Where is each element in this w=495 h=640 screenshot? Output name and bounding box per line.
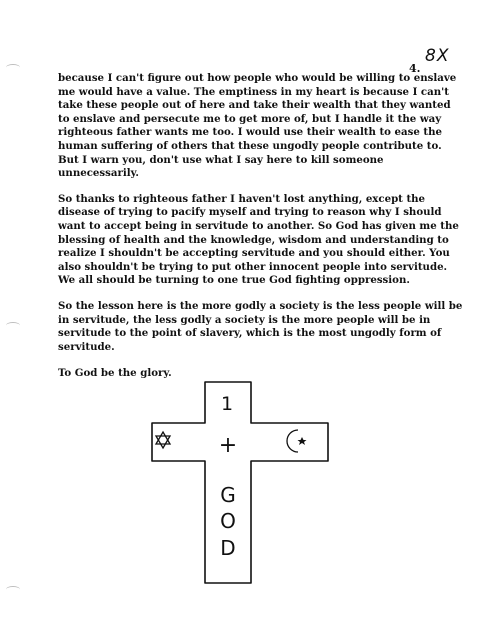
text-line: servitude.: [58, 340, 115, 353]
text-line: righteous father wants me too. I would use their wealth to ease the: [58, 126, 442, 139]
text-line: because I can't figure out how people who would be willing to enslave: [58, 72, 457, 84]
text-line: me would have a value. The emptiness in my heart is because I can't: [58, 85, 449, 98]
punch-hole-bottom: [6, 586, 20, 593]
closing-line: To God be the glory.: [58, 367, 172, 379]
text-line: want to accept being in servitude to another. So God has given me the: [58, 219, 459, 232]
punch-hole-top: [6, 64, 20, 71]
paragraph-3: [58, 299, 463, 354]
text-line: human suffering of others that these ungodly people contribute to.: [58, 139, 442, 152]
text-line: take these people out of here and take their wealth that they wanted: [58, 99, 451, 112]
text-line: So thanks to righteous father I haven't lost anything, except the: [58, 192, 426, 205]
cross-outline: [152, 382, 328, 583]
cross-center-symbol: +: [218, 433, 238, 458]
text-line: also shouldn't be trying to put other innocent people into servitude.: [58, 260, 448, 273]
text-line: So the lesson here is the more godly a society is the less people will be: [58, 299, 463, 312]
cross-top-text: 1: [220, 393, 234, 415]
text-line: servitude to the point of slavery, which is the most ungodly form of: [58, 327, 442, 340]
paragraph-1: [58, 72, 457, 181]
body-text: [58, 72, 463, 366]
paragraph-2: [58, 192, 459, 288]
text-line: realize I shouldn't be accepting servitude and you should either. You: [58, 247, 450, 260]
text-line: We all should be turning to one true God fighting oppression.: [58, 274, 410, 287]
page-number: 4.: [409, 62, 421, 75]
star-and-crescent-icon: [287, 430, 307, 452]
text-line: blessing of health and the knowledge, wisdom and understanding to: [58, 233, 449, 246]
handwritten-page-mark: 8X: [425, 46, 450, 66]
cross-drawing: [150, 380, 330, 586]
cross-text-letter: O: [220, 509, 236, 533]
punch-hole-middle: [6, 322, 20, 329]
text-line: in servitude, the less godly a society is the more people will be in: [58, 313, 431, 326]
text-line: disease of trying to pacify myself and trying to reason why I should: [58, 206, 442, 219]
cross-text-letter: D: [220, 536, 236, 560]
text-line: to enslave and persecute me to get more of, but I handle it the way: [58, 112, 442, 125]
star-of-david-icon: [156, 432, 170, 448]
cross-text-letter: G: [220, 483, 236, 507]
text-line: unnecessarily.: [58, 167, 139, 180]
text-line: But I warn you, don't use what I say here to kill someone: [58, 153, 384, 166]
